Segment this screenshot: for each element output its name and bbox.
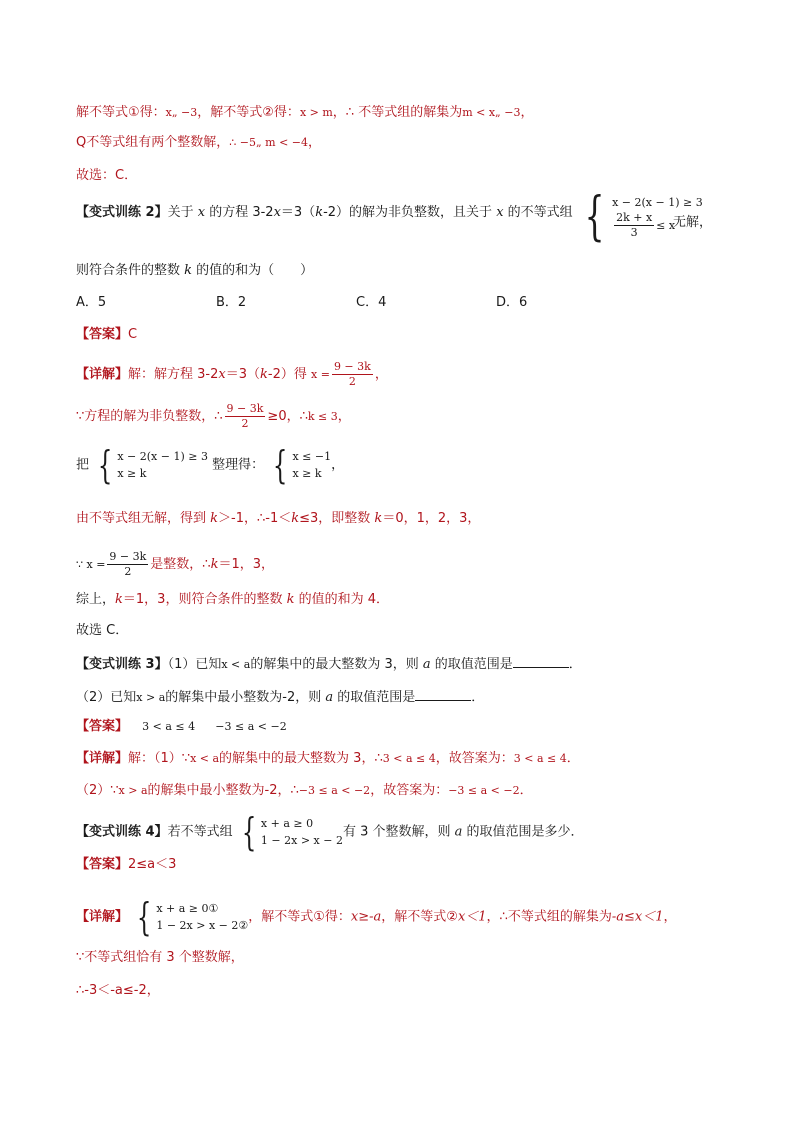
answer-4: 【答案】2≤a＜3 — [76, 857, 177, 872]
detail-2-line-7: 故选 C． — [76, 623, 129, 638]
options-row — [76, 294, 636, 312]
option-b: B．2 — [216, 295, 247, 310]
detail-2-line-5: ∵ x = $\frac{9 - 3k}{2}$ 是整数，∴k＝1，3， — [76, 550, 275, 578]
brace-icon: { — [136, 895, 152, 939]
question-2-no-solution: 无解， — [673, 215, 713, 230]
answer-2: 【答案】C — [76, 327, 138, 342]
detail-2-line-2: ∵方程的解为非负整数，∴ $\frac{9 - 3k}{2}$ ≥0，∴k ≤ 3， — [76, 402, 351, 430]
question-2-system: { x − 2(x − 1) ≥ 3 $\frac{2k + x}{3}$ ≤ x — [584, 187, 703, 247]
answer-blank — [513, 655, 569, 668]
question-4: 【变式训练 4】若不等式组 { x + a ≥ 0 1 − 2x > x − 2 有 3 个整数解，则 a 的取值范围是多少． — [76, 810, 584, 854]
question-3-part-2: （2）已知x > a的解集中最小整数为-2，则 a 的取值范围是 ． — [76, 690, 485, 705]
detail-2-line-3: 把 { x − 2(x − 1) ≥ 3 x ≥ k 整理得： { x ≤ −1 x ≥ k ， — [76, 443, 345, 487]
detail-2-line-4: 由不等式组无解，得到 k＞-1，∴-1＜k≤3，即整数 k＝0，1，2，3， — [76, 511, 481, 526]
question-2-line-2: 则符合条件的整数 k 的值的和为（ ） — [76, 263, 314, 278]
brace-icon: { — [273, 443, 288, 487]
option-a: A．5 — [76, 295, 107, 310]
question-2: 【变式训练 2】关于 x 的方程 3-2x＝3（k-2）的解为非负整数，且关于 x 的不等式组 — [76, 205, 573, 220]
solution-choice-1: 故选：C． — [76, 168, 138, 183]
detail-4-line-2: ∵不等式组恰有 3 个整数解， — [76, 950, 244, 965]
detail-3-line-2: （2）∵x > a的解集中最小整数为-2，∴−3 ≤ a < −2，故答案为：−3 ≤ a < −2． — [76, 783, 533, 798]
brace-icon: { — [97, 443, 113, 487]
detail-2-line-1: 【详解】解：解方程 3-2x＝3（k-2）得 x = $\frac{9 - 3k}{2}$ ， — [76, 360, 388, 388]
option-c: C．4 — [356, 295, 387, 310]
answer-blank — [415, 688, 471, 701]
question-3-part-1: 【变式训练 3】（1）已知x < a的解集中的最大整数为 3，则 a 的取值范围是 ． — [76, 657, 582, 672]
detail-4-line-3: ∴-3＜-a≤-2， — [76, 983, 160, 998]
detail-4-line-1: 【详解】 { x + a ≥ 0① 1 − 2x > x − 2② ，解不等式①得：x≥-a，解不等式②x＜1，∴不等式组的解集为-a≤x＜1， — [76, 895, 677, 939]
answer-3: 【答案】 3 < a ≤ 4 −3 ≤ a < −2 — [76, 719, 287, 734]
detail-3-line-1: 【详解】解：（1）∵x < a的解集中的最大整数为 3，∴3 < a ≤ 4，故答案为：3 < a ≤ 4． — [76, 751, 580, 766]
brace-icon: { — [584, 187, 605, 247]
option-d: D．6 — [496, 295, 528, 310]
brace-icon: { — [241, 810, 257, 854]
solution-line-2: Q不等式组有两个整数解，∴ −5„ m < −4， — [76, 135, 322, 150]
solution-line-1: 解不等式①得：x„ −3，解不等式②得：x > m，∴ 不等式组的解集为m < x„ −3， — [76, 105, 534, 120]
detail-2-line-6: 综上，k＝1，3，则符合条件的整数 k 的值的和为 4． — [76, 592, 390, 607]
